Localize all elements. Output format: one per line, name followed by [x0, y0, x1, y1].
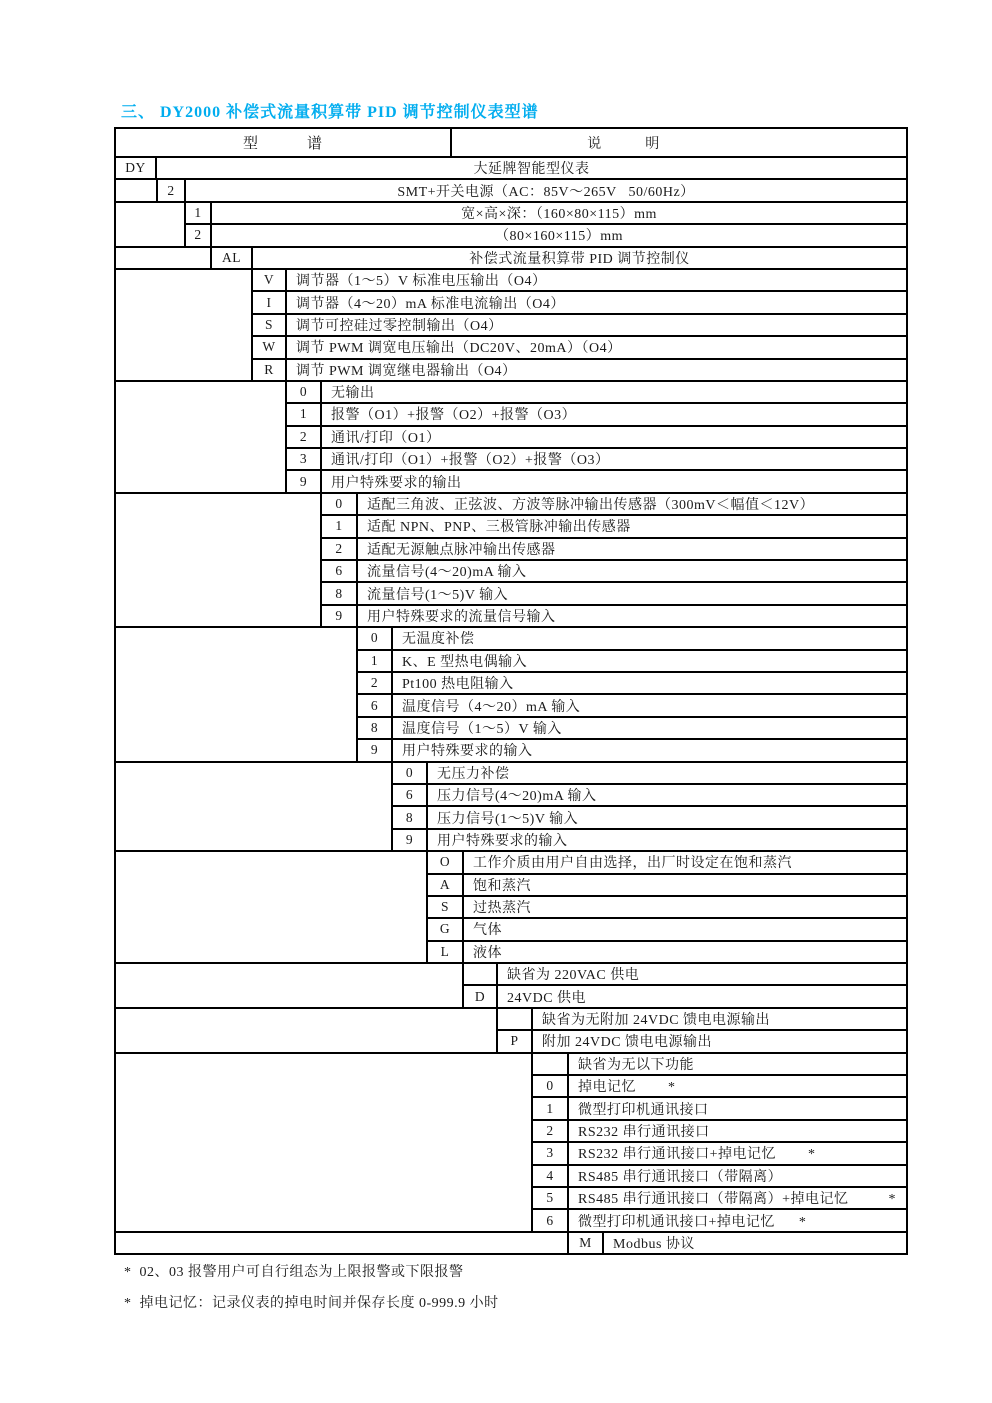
group-rows — [498, 1009, 906, 1052]
desc-cell: 调节 PWM 调宽继电器输出（O4） — [296, 363, 517, 379]
indent-spacer — [116, 203, 186, 246]
code-cell: 9 — [358, 740, 393, 760]
page-title: 三、 DY2000 补偿式流量积算带 PID 调节控制仪表型谱 — [121, 104, 539, 121]
table-row — [428, 940, 906, 962]
indent-spacer — [116, 382, 287, 492]
code-cell: 3 — [287, 449, 322, 469]
desc-cell: 附加 24VDC 馈电电源输出 — [542, 1035, 713, 1051]
desc-cell: Pt100 热电阻输入 — [402, 677, 514, 693]
desc-cell: RS232 串行通讯接口+掉电记忆 * — [578, 1147, 816, 1163]
group-rows — [428, 852, 906, 962]
group-rows — [287, 382, 906, 492]
table-row — [322, 581, 906, 603]
code-cell: 6 — [533, 1210, 569, 1230]
table-row — [533, 1119, 906, 1141]
code-cell: 9 — [287, 471, 322, 491]
desc-cell: 24VDC 供电 — [507, 990, 587, 1006]
code-cell: 2 — [186, 225, 212, 245]
desc-cell: 用户特殊要求的输入 — [437, 833, 568, 849]
code-cell: 6 — [358, 695, 393, 715]
code-group-power-source — [116, 178, 906, 200]
code-group-instrument-type — [116, 246, 906, 268]
code-cell: 6 — [393, 785, 428, 805]
group-rows — [533, 1054, 906, 1231]
desc-cell: 适配无源触点脉冲输出传感器 — [367, 542, 556, 558]
table-row — [464, 964, 906, 984]
desc-cell: 调节器（4～20）mA 标准电流输出（O4） — [296, 296, 565, 312]
desc-cell: 缺省为 220VAC 供电 — [507, 968, 640, 984]
table-row — [287, 469, 906, 491]
desc-cell: 过热蒸汽 — [473, 901, 531, 917]
table-header-row — [116, 129, 906, 156]
table-row — [253, 290, 906, 312]
desc-cell: 微型打印机通讯接口+掉电记忆 * — [578, 1214, 807, 1230]
group-rows — [322, 494, 906, 626]
code-cell: 4 — [533, 1166, 569, 1186]
code-group-flow-input — [116, 492, 906, 626]
group-rows — [358, 628, 906, 760]
footnote-alarm: * 02、03 报警用户可自行组态为上限报警或下限报警 — [124, 1265, 464, 1280]
code-cell: 1 — [358, 651, 393, 671]
indent-spacer — [116, 763, 393, 851]
code-cell: 1 — [322, 516, 358, 536]
table-row — [358, 693, 906, 715]
model-table — [114, 127, 908, 1255]
indent-spacer — [116, 270, 253, 380]
desc-cell: 调节器（1～5）V 标准电压输出（O4） — [296, 274, 547, 290]
group-rows — [158, 180, 906, 200]
desc-cell: 补偿式流量积算带 PID 调节控制仪 — [469, 251, 690, 267]
table-row — [533, 1096, 906, 1118]
desc-cell: 流量信号(4～20)mA 输入 — [367, 565, 527, 581]
code-group-temperature-input — [116, 626, 906, 760]
code-cell — [533, 1054, 569, 1074]
desc-cell: 报警（O1）+报警（O2）+报警（O3） — [331, 408, 577, 424]
table-row — [253, 358, 906, 380]
desc-cell: 液体 — [473, 945, 502, 961]
code-group-aux-output — [116, 380, 906, 492]
code-cell: 2 — [322, 539, 358, 559]
desc-cell: RS232 串行通讯接口 — [578, 1124, 710, 1140]
table-row — [428, 895, 906, 917]
desc-cell: 缺省为无附加 24VDC 馈电电源输出 — [542, 1013, 771, 1029]
code-cell: 2 — [358, 673, 393, 693]
table-row — [533, 1186, 906, 1208]
desc-cell: 无压力补偿 — [437, 766, 510, 782]
table-row — [158, 180, 906, 200]
group-rows — [393, 763, 906, 851]
table-row — [533, 1054, 906, 1074]
table-row — [498, 1009, 906, 1029]
code-group-regulator-output — [116, 268, 906, 380]
table-row — [533, 1208, 906, 1230]
indent-spacer — [116, 180, 158, 200]
table-row — [358, 716, 906, 738]
desc-cell: （80×160×115）mm — [494, 229, 624, 245]
code-cell: 1 — [287, 404, 322, 424]
table-row — [569, 1233, 906, 1253]
indent-spacer — [116, 1233, 569, 1253]
table-row — [393, 783, 906, 805]
table-row — [428, 917, 906, 939]
table-row — [253, 270, 906, 290]
desc-cell: 缺省为无以下功能 — [578, 1057, 694, 1073]
code-cell — [498, 1009, 533, 1029]
desc-cell: 无温度补偿 — [402, 632, 475, 648]
code-cell: 2 — [533, 1121, 569, 1141]
table-row — [322, 514, 906, 536]
code-cell: L — [428, 942, 464, 962]
desc-cell: K、E 型热电偶输入 — [402, 654, 528, 670]
table-row — [393, 763, 906, 783]
code-cell: 0 — [287, 382, 322, 402]
desc-cell: 通讯/打印（O1） — [331, 430, 441, 446]
code-cell: 2 — [158, 180, 186, 200]
table-row — [358, 671, 906, 693]
code-cell: 0 — [533, 1076, 569, 1096]
indent-spacer — [116, 964, 464, 1007]
table-row — [498, 1029, 906, 1051]
code-cell: DY — [116, 158, 157, 178]
desc-cell: 调节可控硅过零控制输出（O4） — [296, 318, 503, 334]
table-row — [358, 649, 906, 671]
indent-spacer — [116, 852, 428, 962]
group-rows — [253, 270, 906, 380]
desc-cell: 用户特殊要求的输入 — [402, 744, 533, 760]
table-row — [322, 494, 906, 514]
code-cell: 2 — [287, 427, 322, 447]
header-model-spectrum: 型 谱 — [116, 129, 452, 156]
code-cell: 1 — [186, 203, 212, 223]
code-group-dimensions — [116, 201, 906, 246]
code-group-brand — [116, 156, 906, 178]
table-row — [393, 805, 906, 827]
desc-cell: 气体 — [473, 923, 502, 939]
code-cell: 9 — [322, 606, 358, 626]
header-description: 说 明 — [587, 136, 660, 152]
code-cell: 8 — [393, 807, 428, 827]
code-cell — [464, 964, 498, 984]
group-rows — [464, 964, 906, 1007]
footnotes — [124, 1261, 499, 1323]
code-cell: A — [428, 875, 464, 895]
desc-cell: 调节 PWM 调宽电压输出（DC20V、20mA）（O4） — [296, 341, 622, 357]
desc-cell: 无输出 — [331, 386, 375, 402]
code-cell: O — [428, 852, 464, 872]
desc-cell: Modbus 协议 — [613, 1236, 695, 1252]
desc-cell: RS485 串行通讯接口（带隔离） — [578, 1169, 783, 1185]
code-cell: 3 — [533, 1143, 569, 1163]
table-row — [322, 559, 906, 581]
table-row — [358, 738, 906, 760]
indent-spacer — [116, 1009, 498, 1052]
table-row — [186, 203, 906, 223]
desc-cell: 掉电记忆 * — [578, 1080, 676, 1096]
table-row — [287, 402, 906, 424]
desc-cell: 用户特殊要求的输出 — [331, 475, 462, 491]
code-group-medium — [116, 850, 906, 962]
desc-cell: 适配三角波、正弦波、方波等脉冲输出传感器（300mV＜幅值＜12V） — [367, 498, 815, 514]
indent-spacer — [116, 628, 358, 760]
indent-spacer — [116, 494, 322, 626]
table-row — [287, 425, 906, 447]
indent-spacer — [116, 1054, 533, 1231]
code-cell: S — [253, 315, 287, 335]
table-row — [464, 984, 906, 1006]
group-rows — [186, 203, 906, 246]
code-cell: P — [498, 1031, 533, 1051]
table-row — [533, 1164, 906, 1186]
code-cell: 8 — [322, 583, 358, 603]
desc-cell: 压力信号(1～5)V 输入 — [437, 811, 579, 827]
table-row — [322, 537, 906, 559]
indent-spacer — [116, 248, 212, 268]
table-row — [253, 335, 906, 357]
table-row — [533, 1074, 906, 1096]
code-group-pressure-input — [116, 761, 906, 851]
desc-cell: 压力信号(4～20)mA 输入 — [437, 789, 597, 805]
code-group-protocol — [116, 1231, 906, 1253]
desc-cell: 流量信号(1～5)V 输入 — [367, 587, 509, 603]
table-row — [287, 382, 906, 402]
code-cell: 9 — [393, 830, 428, 850]
code-cell: R — [253, 360, 287, 380]
table-row — [393, 828, 906, 850]
code-cell: D — [464, 986, 498, 1006]
table-row — [253, 313, 906, 335]
desc-cell: 适配 NPN、PNP、三极管脉冲输出传感器 — [367, 520, 631, 536]
code-cell: 0 — [358, 628, 393, 648]
code-cell: 1 — [533, 1098, 569, 1118]
code-group-supply-voltage — [116, 962, 906, 1007]
desc-cell: 通讯/打印（O1）+报警（O2）+报警（O3） — [331, 453, 610, 469]
desc-cell: 微型打印机通讯接口 — [578, 1102, 709, 1118]
code-cell: 5 — [533, 1188, 569, 1208]
code-cell: M — [569, 1233, 604, 1253]
group-rows — [569, 1233, 906, 1253]
code-cell: 0 — [393, 763, 428, 783]
desc-cell: 工作介质由用户自由选择，出厂时设定在饱和蒸汽 — [473, 856, 792, 872]
table-row — [322, 604, 906, 626]
table-row — [186, 223, 906, 245]
desc-cell: 用户特殊要求的流量信号输入 — [367, 610, 556, 625]
desc-cell: SMT+开关电源（AC：85V～265V 50/60Hz） — [397, 184, 695, 200]
code-cell: 6 — [322, 561, 358, 581]
footnote-power-memory: * 掉电记忆：记录仪表的掉电时间并保存长度 0-999.9 小时 — [124, 1296, 499, 1311]
table-row — [533, 1141, 906, 1163]
code-cell: 0 — [322, 494, 358, 514]
desc-cell: 温度信号（1～5）V 输入 — [402, 721, 562, 737]
code-cell: 8 — [358, 718, 393, 738]
desc-cell: 温度信号（4～20）mA 输入 — [402, 699, 581, 715]
code-cell: I — [253, 292, 287, 312]
code-cell: G — [428, 919, 464, 939]
table-groups — [116, 156, 906, 1253]
code-group-feed-power — [116, 1007, 906, 1052]
code-cell: S — [428, 897, 464, 917]
table-row — [116, 158, 906, 178]
desc-cell: 宽×高×深：（160×80×115）mm — [461, 206, 657, 222]
code-group-functions — [116, 1052, 906, 1231]
group-rows — [212, 248, 906, 268]
desc-cell: 饱和蒸汽 — [473, 878, 531, 894]
code-cell: W — [253, 337, 287, 357]
table-row — [428, 873, 906, 895]
table-row — [358, 628, 906, 648]
desc-cell: 大延牌智能型仪表 — [473, 162, 590, 178]
code-cell: AL — [212, 248, 253, 268]
table-row — [428, 852, 906, 872]
group-rows — [116, 158, 906, 178]
desc-cell: RS485 串行通讯接口（带隔离）+掉电记忆 * — [578, 1192, 897, 1208]
table-row — [287, 447, 906, 469]
table-row — [212, 248, 906, 268]
code-cell: V — [253, 270, 287, 290]
